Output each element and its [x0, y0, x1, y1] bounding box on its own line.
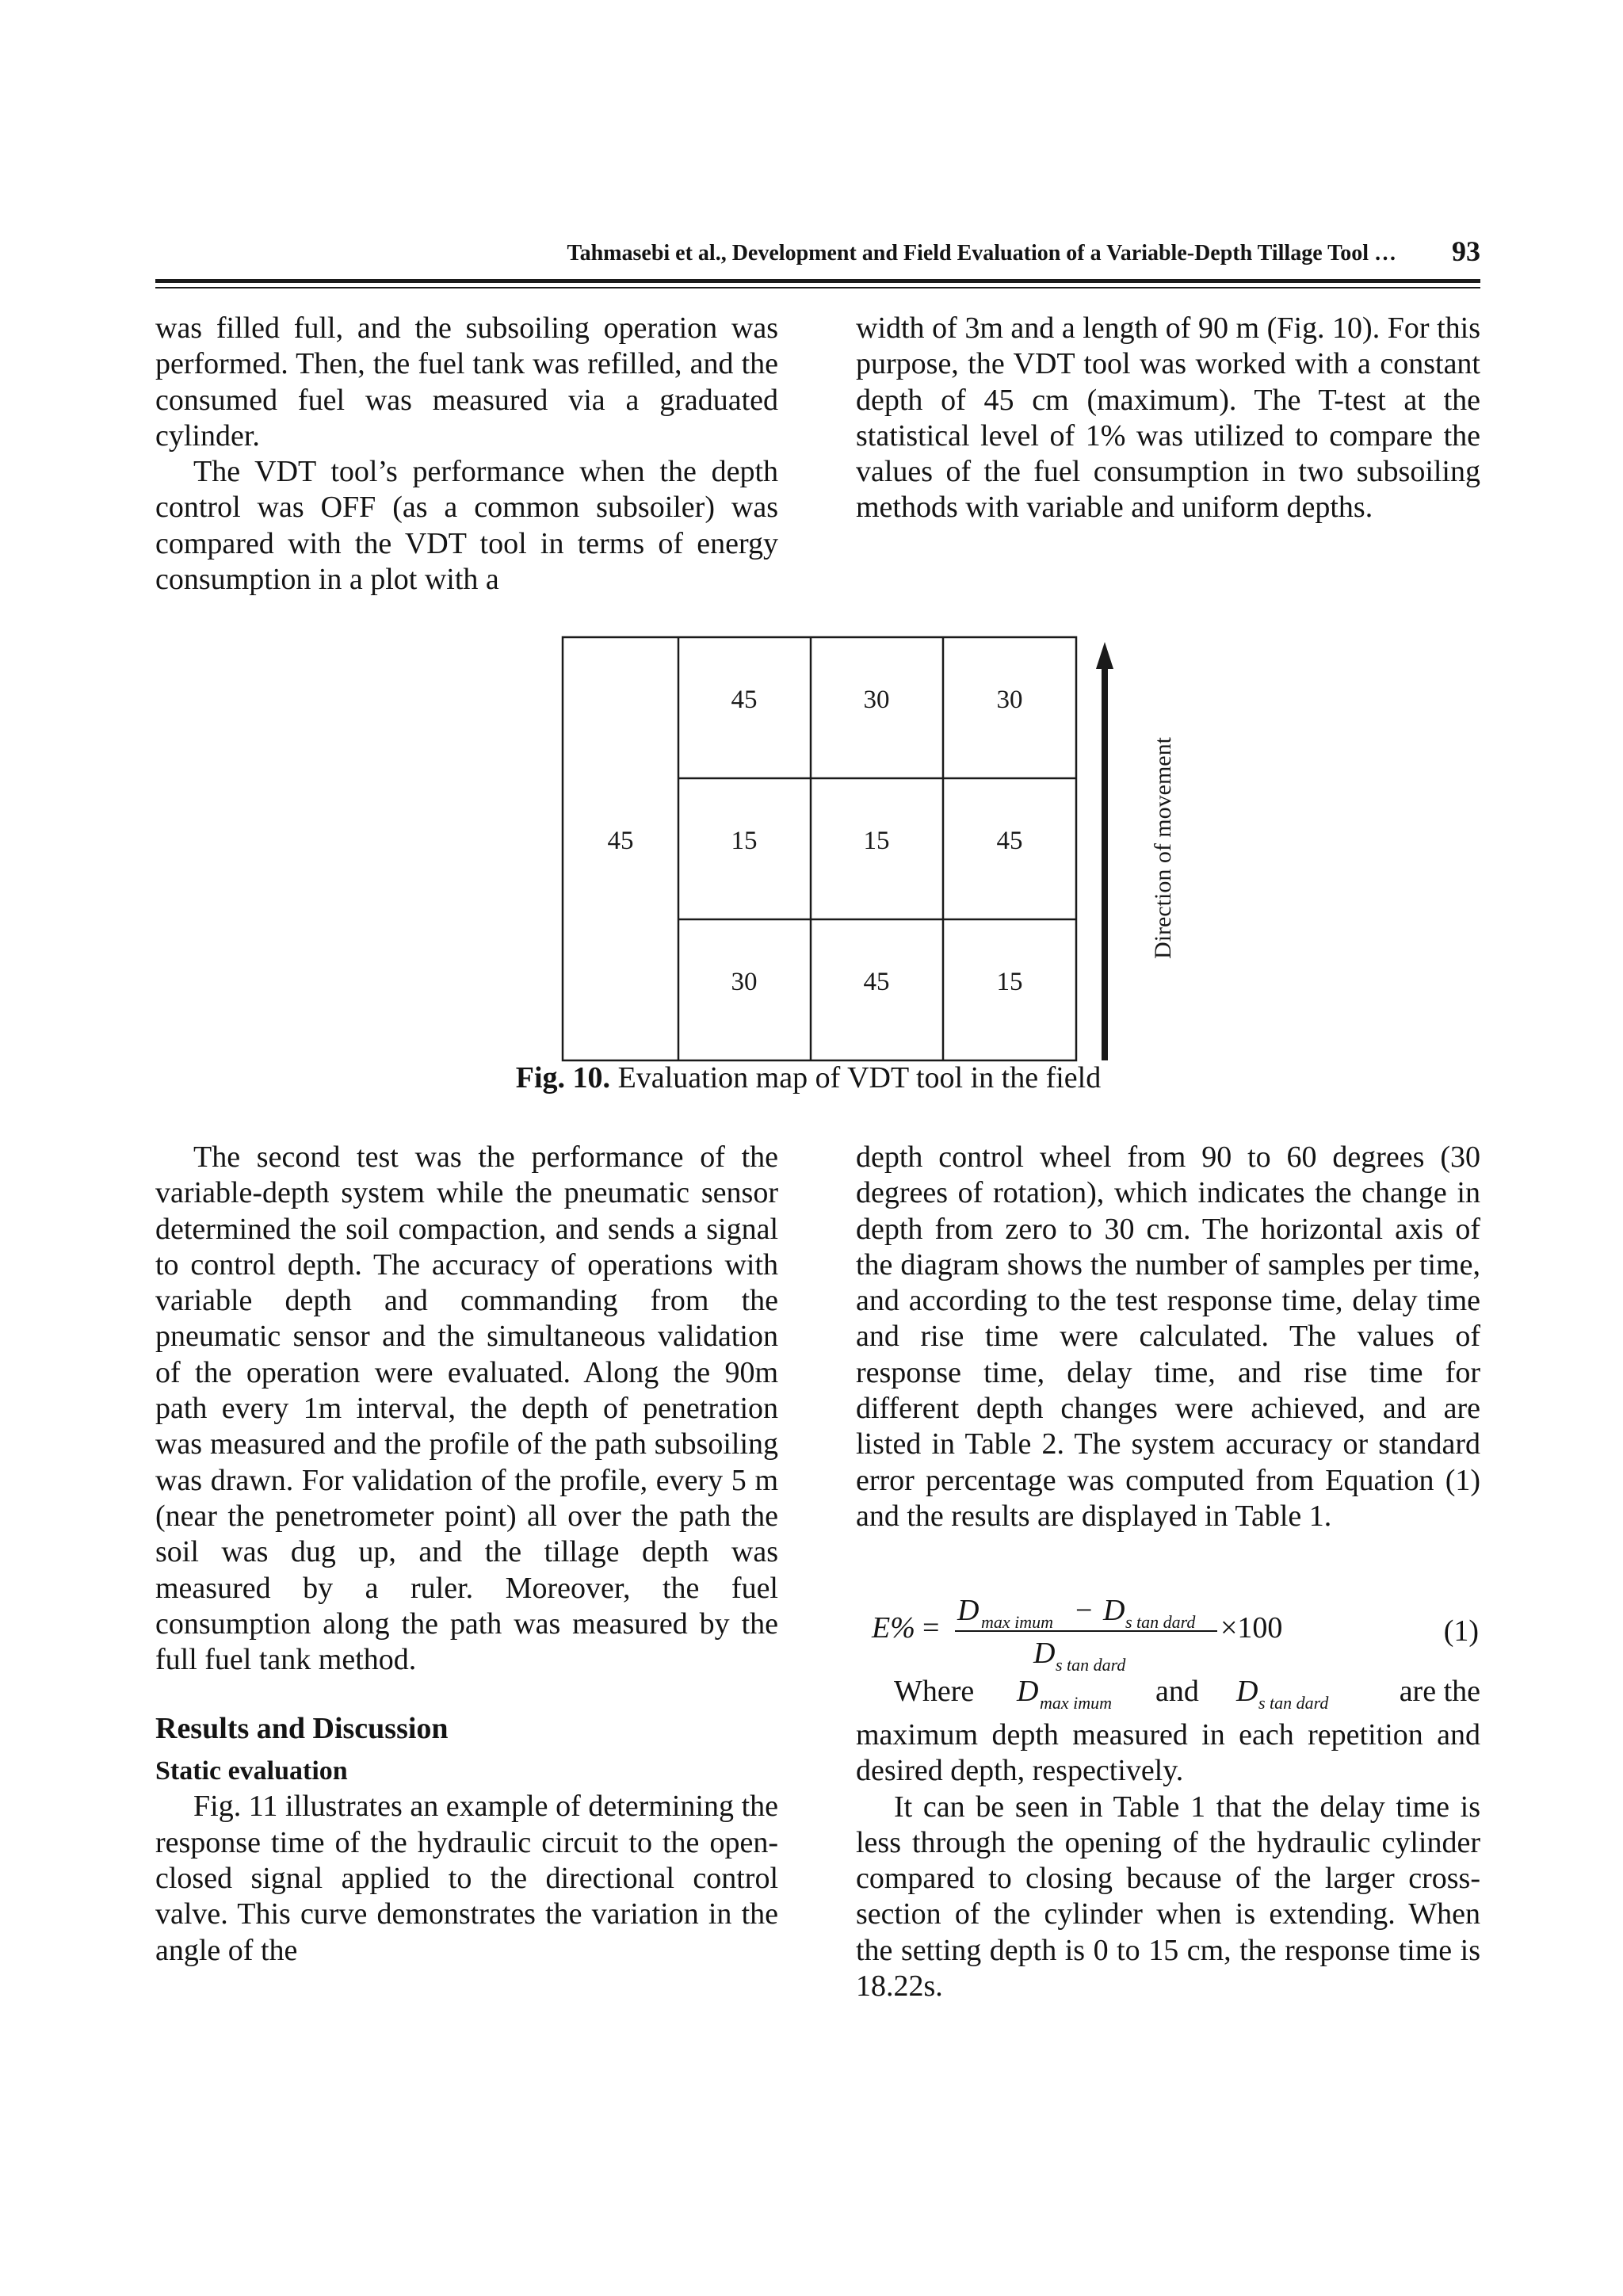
- where-text: and: [1155, 1675, 1199, 1708]
- direction-arrow-icon: [1096, 642, 1113, 1060]
- equation-1: [856, 1585, 1482, 1675]
- eq-subscript: max imum: [1040, 1693, 1113, 1713]
- cell-value: 15: [863, 827, 890, 855]
- eq-d: D: [957, 1594, 980, 1627]
- figure-10: [561, 636, 1176, 1064]
- cell-value: 45: [731, 686, 758, 714]
- cell-value: 45: [863, 968, 890, 996]
- eq-d: D: [1103, 1594, 1125, 1627]
- eq-minus: −: [1075, 1594, 1093, 1627]
- left-column-top: [155, 311, 778, 598]
- eq-subscript: s tan dard: [1125, 1612, 1196, 1632]
- right-column-end: [856, 1717, 1480, 2004]
- section-title: Results and Discussion: [155, 1712, 449, 1746]
- paragraph: depth control wheel from 90 to 60 degrees (30 degrees of rotation), which indicates the change in depth from zero to 30 cm. The horizontal axis of the diagram shows the number of samples per time, and according to the test response time, delay time and rise time were calculated. The values of response time, delay time, and rise time for different depth changes were achieved, and are listed in Table 2. The system accuracy or standard error percentage was computed from Equation (1) and the results are displayed in Table 1.: [856, 1140, 1480, 1533]
- eq-lhs: E%: [872, 1611, 915, 1645]
- caption-text: Evaluation map of VDT tool in the field: [610, 1061, 1102, 1095]
- arrow-label: Direction of movement: [1150, 737, 1176, 959]
- where-text: are the: [1399, 1675, 1480, 1708]
- left-column-bottom: [155, 1140, 778, 1969]
- where-text: Where: [894, 1675, 975, 1708]
- cell-value: 45: [996, 827, 1023, 855]
- cell-value: 15: [996, 968, 1023, 996]
- header-rule-thin: [155, 287, 1480, 288]
- paragraph: The second test was the performance of the variable-depth system while the pneumatic sensor determined the soil compaction, and sends a signal to control depth. The accuracy of operations with variable depth and commanding from the pneumatic sensor and the simultaneous validation of the operation were evaluated. Along the 90m path every 1m interval, the depth of penetration was measured and the profile of the path subsoiling was drawn. For validation of the profile, every 5 m (near the penetrometer point) all over the path the soil was dug up, and the tillage depth was measured by a ruler. Moreover, the fuel consumption along the path was measured by the full fuel tank method.: [155, 1140, 778, 1677]
- page-number: 93: [1452, 235, 1480, 267]
- eq-d: D: [1017, 1675, 1039, 1708]
- eq-subscript: s tan dard: [1258, 1693, 1329, 1713]
- cell-value: 30: [996, 686, 1023, 714]
- subsection-title: Static evaluation: [155, 1756, 348, 1786]
- cell-value: 30: [731, 968, 758, 996]
- paragraph: The VDT tool’s performance when the depth control was OFF (as a common subsoiler) was compared with the VDT tool in terms of energy consumption in a plot with a: [155, 455, 778, 597]
- eq-d: D: [1236, 1675, 1258, 1708]
- eq-times-100: ×100: [1220, 1611, 1283, 1645]
- cell-value: 30: [863, 686, 890, 714]
- paragraph: Fig. 11 illustrates an example of determining the response time of the hydraulic circuit to the open-closed signal applied to the directional control valve. This curve demonstrates the variation in the angle of the: [155, 1790, 778, 1967]
- evaluation-map: [561, 636, 1176, 1064]
- cell-value: 15: [731, 827, 758, 855]
- equation-number: (1): [1443, 1614, 1479, 1648]
- eq-equals: =: [922, 1611, 940, 1645]
- figure-caption: [412, 1060, 1205, 1095]
- eq-subscript: max imum: [981, 1612, 1054, 1632]
- paragraph: It can be seen in Table 1 that the delay time is less through the opening of the hydraulic cylinder compared to closing because of the larger cross-section of the cylinder when is extending. When the setting depth is 0 to 15 cm, the response time is 18.22s.: [856, 1790, 1480, 2004]
- paragraph: maximum depth measured in each repetition and desired depth, respectively.: [856, 1718, 1480, 1788]
- caption-label: Fig. 10.: [515, 1061, 611, 1095]
- cell-value: 45: [607, 827, 634, 855]
- paragraph: was filled full, and the subsoiling operation was performed. Then, the fuel tank was refilled, and the consumed fuel was measured via a graduated cylinder.: [155, 311, 778, 453]
- header-title: Tahmasebi et al., Development and Field Evaluation of a Variable-Depth Tillage Tool …: [567, 241, 1396, 266]
- header-rule: [155, 279, 1480, 283]
- eq-d: D: [1033, 1637, 1056, 1670]
- right-column-top: [856, 311, 1480, 526]
- eq-subscript: s tan dard: [1056, 1655, 1126, 1675]
- right-column-bottom: [856, 1140, 1480, 1534]
- where-line: [856, 1672, 1480, 1720]
- paragraph: width of 3m and a length of 90 m (Fig. 10). For this purpose, the VDT tool was worked with a constant depth of 45 cm (maximum). The T-test at the statistical level of 1% was utilized to compare the values of the fuel consumption in two subsoiling methods with variable and uniform depths.: [856, 311, 1480, 525]
- running-header: [155, 230, 1480, 277]
